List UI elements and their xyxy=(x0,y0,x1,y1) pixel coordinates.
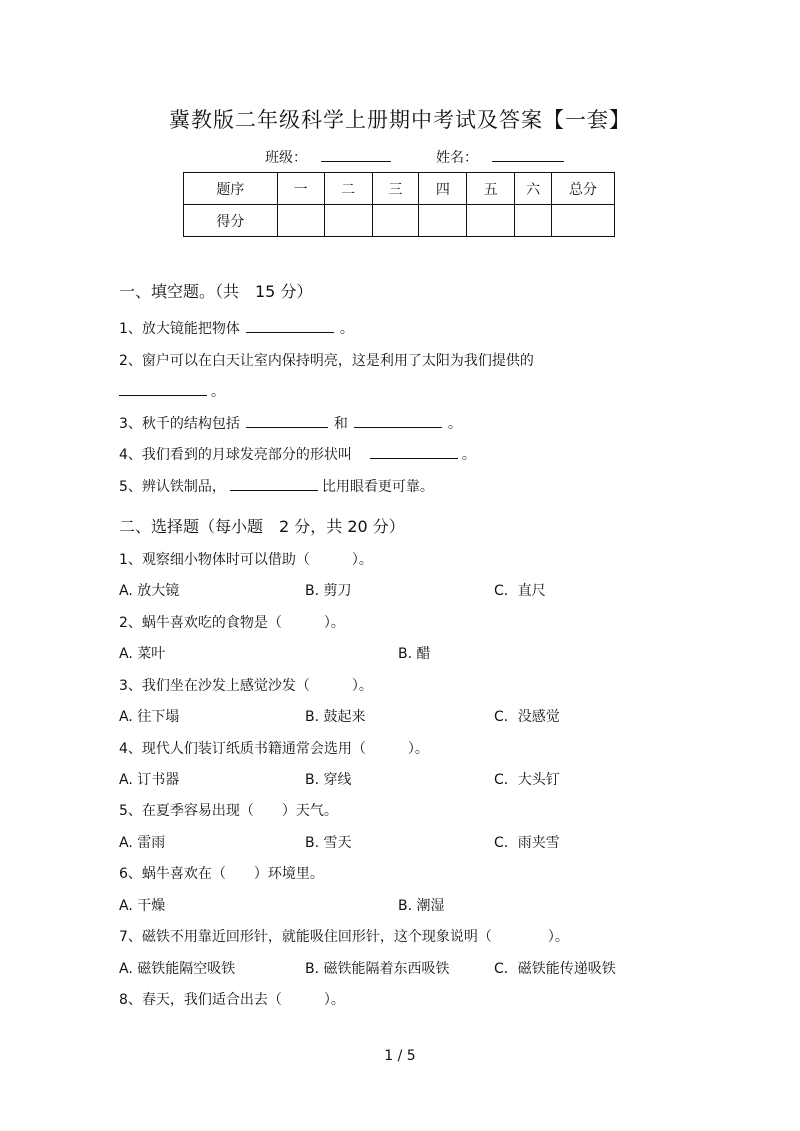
fill-question-1 xyxy=(119,318,354,338)
question-text: 比用眼看更可靠。 xyxy=(321,479,434,495)
score-table xyxy=(183,172,615,237)
choice-question-4: 4、现代人们装订纸质书籍通常会选用（ ）。 xyxy=(119,741,429,757)
question-text: 。 xyxy=(447,416,462,432)
answer-blank[interactable] xyxy=(370,444,458,459)
score-cell[interactable] xyxy=(277,205,324,237)
table-cell: 五 xyxy=(467,173,515,205)
section-2-heading: 二、选择题（每小题 2 分，共 20 分） xyxy=(119,517,405,536)
question-text: 3、秋千的结构包括 xyxy=(119,416,240,432)
question-text: 。 xyxy=(339,321,354,337)
option-a[interactable]: A. 订书器 xyxy=(119,772,180,788)
option-b[interactable]: B. 穿线 xyxy=(305,772,352,788)
option-a[interactable]: A. 放大镜 xyxy=(119,583,180,599)
answer-blank[interactable] xyxy=(246,318,334,333)
class-label: 班级： xyxy=(265,150,307,166)
answer-blank[interactable] xyxy=(354,413,442,428)
page-title: 冀教版二年级科学上册期中考试及答案【一套】 xyxy=(169,108,631,132)
table-cell: 得分 xyxy=(184,205,278,237)
option-c[interactable]: C．没感觉 xyxy=(494,709,560,725)
score-table-score-row xyxy=(184,205,615,237)
option-c[interactable]: C．雨夹雪 xyxy=(494,835,560,851)
page-number: 1 / 5 xyxy=(384,1048,416,1064)
score-table-header-row xyxy=(184,173,615,205)
name-field xyxy=(436,147,564,167)
option-c[interactable]: C．直尺 xyxy=(494,583,546,599)
section-1-heading: 一、填空题。（共 15 分） xyxy=(119,282,313,301)
score-cell[interactable] xyxy=(324,205,372,237)
option-b[interactable]: B. 潮湿 xyxy=(398,898,445,914)
option-a[interactable]: A. 往下塌 xyxy=(119,709,180,725)
table-cell: 二 xyxy=(324,173,372,205)
class-field xyxy=(265,147,391,167)
fill-question-4 xyxy=(119,444,476,464)
option-a[interactable]: A. 菜叶 xyxy=(119,646,166,662)
option-a[interactable]: A. 干燥 xyxy=(119,898,166,914)
class-blank xyxy=(321,147,391,162)
option-a[interactable]: A. 雷雨 xyxy=(119,835,166,851)
table-cell: 一 xyxy=(277,173,324,205)
name-blank xyxy=(492,147,564,162)
table-cell: 四 xyxy=(419,173,467,205)
option-b[interactable]: B. 磁铁能隔着东西吸铁 xyxy=(305,961,450,977)
question-text: 。 xyxy=(211,384,225,400)
option-b[interactable]: B. 醋 xyxy=(398,646,431,662)
score-cell[interactable] xyxy=(419,205,467,237)
question-text: 和 xyxy=(333,416,348,432)
question-text: 1、放大镜能把物体 xyxy=(119,321,240,337)
option-c[interactable]: C．大头钉 xyxy=(494,772,560,788)
choice-question-2: 2、蜗牛喜欢吃的食物是（ ）。 xyxy=(119,615,345,631)
name-label: 姓名： xyxy=(436,150,478,166)
choice-question-6: 6、蜗牛喜欢在（ ）环境里。 xyxy=(119,866,324,882)
fill-question-3 xyxy=(119,413,462,433)
score-cell[interactable] xyxy=(372,205,419,237)
answer-blank[interactable] xyxy=(246,413,328,428)
score-cell[interactable] xyxy=(467,205,515,237)
choice-question-7: 7、磁铁不用靠近回形针，就能吸住回形针，这个现象说明（ ）。 xyxy=(119,929,569,945)
question-text: 4、我们看到的月球发亮部分的形状叫 xyxy=(119,447,352,463)
question-text: 5、辨认铁制品， xyxy=(119,479,226,495)
table-cell: 总分 xyxy=(552,173,615,205)
choice-question-8: 8、春天，我们适合出去（ ）。 xyxy=(119,992,345,1008)
option-c[interactable]: C．磁铁能传递吸铁 xyxy=(494,961,616,977)
fill-question-2: 2、窗户可以在白天让室内保持明亮，这是利用了太阳为我们提供的 xyxy=(119,353,534,369)
option-b[interactable]: B. 鼓起来 xyxy=(305,709,366,725)
table-cell: 题序 xyxy=(184,173,278,205)
option-b[interactable]: B. 剪刀 xyxy=(305,583,352,599)
option-a[interactable]: A. 磁铁能隔空吸铁 xyxy=(119,961,236,977)
option-b[interactable]: B. 雪天 xyxy=(305,835,352,851)
choice-question-3: 3、我们坐在沙发上感觉沙发（ ）。 xyxy=(119,678,373,694)
score-cell[interactable] xyxy=(515,205,552,237)
question-text: 。 xyxy=(461,447,476,463)
choice-question-1: 1、观察细小物体时可以借助（ ）。 xyxy=(119,552,373,568)
table-cell: 三 xyxy=(372,173,419,205)
choice-question-5: 5、在夏季容易出现（ ）天气。 xyxy=(119,803,338,819)
answer-blank[interactable] xyxy=(119,381,207,396)
score-cell[interactable] xyxy=(552,205,615,237)
fill-question-2-continued xyxy=(119,381,225,401)
fill-question-5 xyxy=(119,476,434,496)
table-cell: 六 xyxy=(515,173,552,205)
answer-blank[interactable] xyxy=(230,476,318,491)
